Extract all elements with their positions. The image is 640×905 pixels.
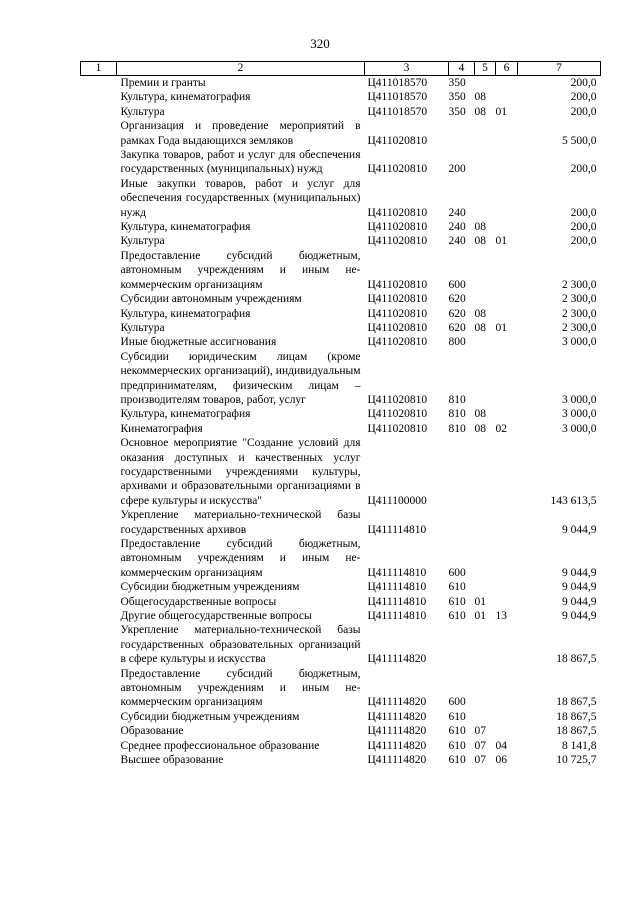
row-code: Ц411018570 xyxy=(367,77,428,89)
row-name: Закупка товаров, работ и услуг для обеспечения государственных (муниципальных) нужд xyxy=(120,149,361,176)
page-number: 320 xyxy=(310,36,330,51)
col1-cell xyxy=(81,76,117,91)
table-row xyxy=(81,177,601,220)
row-section: 08 xyxy=(474,91,486,104)
row-code: Ц411114810 xyxy=(367,581,427,594)
row-name: Общегосударственные вопросы xyxy=(120,595,277,608)
row-expense-type: 610 xyxy=(448,581,466,594)
row-code: Ц411018570 xyxy=(367,91,428,104)
row-section xyxy=(475,508,496,537)
row-section: 08 xyxy=(474,221,486,234)
row-subsection xyxy=(496,595,518,609)
row-expense-type xyxy=(449,623,475,666)
table-row xyxy=(81,508,601,537)
row-expense-type: 200 xyxy=(448,163,466,176)
row-subsection xyxy=(496,508,518,537)
table-row xyxy=(81,119,601,148)
row-code: Ц411020810 xyxy=(367,235,428,248)
row-code: Ц411114820 xyxy=(367,739,427,752)
row-subsection: 02 xyxy=(495,422,507,435)
row-code: Ц411114820 xyxy=(367,696,427,709)
row-name: Культура, кинематография xyxy=(120,91,251,104)
row-amount: 200,0 xyxy=(570,105,597,118)
col1-cell xyxy=(81,623,117,666)
row-name: Субсидии бюджетным учреждениям xyxy=(120,710,300,723)
col1-cell xyxy=(81,710,117,724)
row-code: Ц411114820 xyxy=(367,653,427,666)
row-name: Основное мероприятие "Создание условий для оказания доступных и качественных услуг государственными учреждениями культуры, архивами и образовательными организациями в сфере культуры и искусства" xyxy=(120,437,361,507)
row-name: Культура xyxy=(120,105,165,118)
row-code: Ц411018570 xyxy=(367,105,428,118)
row-section: 01 xyxy=(474,610,486,623)
row-code: Ц411114820 xyxy=(367,725,427,738)
row-expense-type xyxy=(449,436,475,508)
table-row xyxy=(81,321,601,335)
row-section: 08 xyxy=(474,321,486,334)
row-code: Ц411020810 xyxy=(367,293,428,306)
row-name: Премии и гранты xyxy=(120,77,206,89)
row-subsection: 01 xyxy=(495,105,507,118)
row-amount: 5 500,0 xyxy=(562,134,597,147)
row-section xyxy=(475,177,496,220)
row-section xyxy=(475,710,496,724)
row-section xyxy=(475,249,496,292)
table-row xyxy=(81,739,601,753)
row-code: Ц411020810 xyxy=(367,321,428,334)
row-expense-type: 620 xyxy=(448,293,466,306)
table-row xyxy=(81,724,601,738)
col1-cell xyxy=(81,753,117,767)
row-section xyxy=(475,623,496,666)
table-row xyxy=(81,422,601,436)
row-section: 08 xyxy=(474,235,486,248)
col1-cell xyxy=(81,407,117,421)
row-expense-type: 600 xyxy=(448,566,466,579)
row-code: Ц411100000 xyxy=(367,494,427,507)
row-section: 08 xyxy=(474,307,486,320)
row-amount: 18 867,5 xyxy=(556,653,597,666)
table-row xyxy=(81,234,601,248)
table-row xyxy=(81,350,601,408)
table-row xyxy=(81,580,601,594)
row-expense-type: 810 xyxy=(448,393,466,406)
table-body xyxy=(81,76,601,768)
row-code: Ц411114810 xyxy=(367,595,427,608)
col1-cell xyxy=(81,148,117,177)
table-row xyxy=(81,220,601,234)
row-amount: 18 867,5 xyxy=(556,696,597,709)
row-amount: 200,0 xyxy=(570,235,597,248)
row-name: Высшее образование xyxy=(120,754,224,767)
row-amount: 200,0 xyxy=(570,91,597,104)
row-subsection xyxy=(496,90,518,104)
row-code: Ц411020810 xyxy=(367,278,428,291)
row-expense-type: 610 xyxy=(448,595,466,608)
row-expense-type: 610 xyxy=(448,725,466,738)
column-header-3: 3 xyxy=(365,62,449,76)
row-subsection xyxy=(496,148,518,177)
col1-cell xyxy=(81,350,117,408)
row-name: Субсидии бюджетным учреждениям xyxy=(120,581,300,594)
row-code: Ц411114810 xyxy=(367,523,427,536)
table-row xyxy=(81,249,601,292)
row-name: Предоставление субсидий бюджетным, автономным учреждениям и иным некоммерческим организациям xyxy=(120,667,361,709)
row-code: Ц411020810 xyxy=(367,336,428,349)
column-number-row xyxy=(81,62,601,76)
row-expense-type: 610 xyxy=(448,710,466,723)
row-amount: 2 300,0 xyxy=(562,293,597,306)
row-name: Организация и проведение мероприятий в рамках Года выдающихся земляков xyxy=(120,120,361,147)
col1-cell xyxy=(81,119,117,148)
row-section xyxy=(475,292,496,306)
row-section xyxy=(475,580,496,594)
table-header xyxy=(81,62,601,76)
row-subsection xyxy=(496,119,518,148)
row-subsection xyxy=(496,710,518,724)
row-subsection: 06 xyxy=(495,754,507,767)
row-section xyxy=(475,335,496,349)
table-row xyxy=(81,609,601,623)
row-subsection: 13 xyxy=(495,610,507,623)
col1-cell xyxy=(81,220,117,234)
row-amount: 200,0 xyxy=(570,221,597,234)
col1-cell xyxy=(81,580,117,594)
row-amount: 9 044,9 xyxy=(562,566,597,579)
column-header-1: 1 xyxy=(81,62,117,76)
column-header-2: 2 xyxy=(117,62,365,76)
col1-cell xyxy=(81,307,117,321)
row-expense-type: 810 xyxy=(448,408,466,421)
row-expense-type: 810 xyxy=(448,422,466,435)
row-subsection xyxy=(496,335,518,349)
row-expense-type: 610 xyxy=(448,610,466,623)
row-subsection xyxy=(496,350,518,408)
table-row xyxy=(81,335,601,349)
row-section: 08 xyxy=(474,105,486,118)
row-code: Ц411020810 xyxy=(367,206,428,219)
col1-cell xyxy=(81,422,117,436)
row-section xyxy=(475,76,496,91)
table-row xyxy=(81,436,601,508)
row-code: Ц411020810 xyxy=(367,393,428,406)
row-amount: 18 867,5 xyxy=(556,725,597,738)
row-amount: 10 725,7 xyxy=(556,754,597,767)
column-header-5: 5 xyxy=(475,62,496,76)
col1-cell xyxy=(81,321,117,335)
col1-cell xyxy=(81,177,117,220)
table-row xyxy=(81,307,601,321)
row-code: Ц411020810 xyxy=(367,163,428,176)
col1-cell xyxy=(81,335,117,349)
col1-cell xyxy=(81,508,117,537)
row-name: Культура xyxy=(120,235,165,248)
row-name: Культура, кинематография xyxy=(120,221,251,234)
table-row xyxy=(81,537,601,580)
row-section: 07 xyxy=(474,739,486,752)
row-section xyxy=(475,667,496,710)
row-code: Ц411020810 xyxy=(367,221,428,234)
column-header-6: 6 xyxy=(496,62,518,76)
row-subsection: 01 xyxy=(495,321,507,334)
row-name: Предоставление субсидий бюджетным, автономным учреждениям и иным некоммерческим организациям xyxy=(120,538,361,579)
row-code: Ц411020810 xyxy=(367,422,428,435)
row-code: Ц411114810 xyxy=(367,566,427,579)
col1-cell xyxy=(81,90,117,104)
row-section xyxy=(475,436,496,508)
col1-cell xyxy=(81,724,117,738)
table-row xyxy=(81,105,601,119)
col1-cell xyxy=(81,105,117,119)
row-amount: 9 044,9 xyxy=(562,581,597,594)
row-name: Иные закупки товаров, работ и услуг для обеспечения государственных (муниципальных) нужд xyxy=(120,177,361,219)
row-subsection xyxy=(496,407,518,421)
row-subsection xyxy=(496,177,518,220)
row-amount: 2 300,0 xyxy=(562,278,597,291)
row-name: Иные бюджетные ассигнования xyxy=(120,336,277,349)
col1-cell xyxy=(81,249,117,292)
row-section: 01 xyxy=(474,595,486,608)
row-name: Субсидии автономным учреждениям xyxy=(120,293,302,306)
row-name: Образование xyxy=(120,725,184,738)
row-name: Субсидии юридическим лицам (кроме некоммерческих организаций), индивидуальным предпринимателям, физическим лицам – производителям товаров, работ, услуг xyxy=(120,350,361,406)
table-row xyxy=(81,407,601,421)
row-amount: 3 000,0 xyxy=(562,336,597,349)
table-row xyxy=(81,710,601,724)
table-row xyxy=(81,595,601,609)
row-name: Укрепление материально-технической базы государственных образовательных организаций в сфере культуры и искусства xyxy=(120,624,361,666)
row-amount: 2 300,0 xyxy=(562,307,597,320)
row-subsection xyxy=(496,292,518,306)
row-expense-type: 610 xyxy=(448,739,466,752)
row-subsection: 04 xyxy=(495,739,507,752)
row-section xyxy=(475,148,496,177)
row-amount: 3 000,0 xyxy=(562,422,597,435)
row-subsection xyxy=(496,623,518,666)
row-expense-type xyxy=(449,508,475,537)
row-code: Ц411020810 xyxy=(367,408,428,421)
table-row xyxy=(81,753,601,767)
row-expense-type: 350 xyxy=(448,105,466,118)
row-name: Культура, кинематография xyxy=(120,408,251,421)
row-subsection xyxy=(496,580,518,594)
row-amount: 2 300,0 xyxy=(562,321,597,334)
row-expense-type: 600 xyxy=(448,278,466,291)
row-amount: 18 867,5 xyxy=(556,710,597,723)
row-section xyxy=(475,350,496,408)
row-amount: 3 000,0 xyxy=(562,393,597,406)
row-amount: 143 613,5 xyxy=(550,494,597,507)
row-amount: 9 044,9 xyxy=(562,595,597,608)
table-row xyxy=(81,623,601,666)
col1-cell xyxy=(81,595,117,609)
row-expense-type: 240 xyxy=(448,221,466,234)
row-code: Ц411114820 xyxy=(367,710,427,723)
row-code: Ц411020810 xyxy=(367,134,428,147)
table-row xyxy=(81,90,601,104)
col1-cell xyxy=(81,537,117,580)
row-section: 07 xyxy=(474,725,486,738)
row-section xyxy=(475,537,496,580)
row-name: Другие общегосударственные вопросы xyxy=(120,610,312,623)
row-expense-type: 600 xyxy=(448,696,466,709)
col1-cell xyxy=(81,609,117,623)
row-expense-type: 240 xyxy=(448,206,466,219)
row-expense-type: 610 xyxy=(448,754,466,767)
row-section: 07 xyxy=(474,754,486,767)
row-amount: 9 044,9 xyxy=(562,523,597,536)
table-row xyxy=(81,148,601,177)
row-name: Укрепление материально-технической базы государственных архивов xyxy=(120,509,361,536)
row-section: 08 xyxy=(474,422,486,435)
row-name: Кинематография xyxy=(120,422,203,435)
row-expense-type: 800 xyxy=(448,336,466,349)
row-section xyxy=(475,119,496,148)
row-code: Ц411114820 xyxy=(367,754,427,767)
table-row xyxy=(81,292,601,306)
row-subsection xyxy=(496,667,518,710)
row-expense-type: 240 xyxy=(448,235,466,248)
row-section: 08 xyxy=(474,408,486,421)
row-amount: 200,0 xyxy=(570,206,597,219)
row-expense-type: 350 xyxy=(448,91,466,104)
row-code: Ц411114810 xyxy=(367,610,427,623)
row-name: Среднее профессиональное образование xyxy=(120,739,320,752)
row-name: Предоставление субсидий бюджетным, автономным учреждениям и иным некоммерческим организациям xyxy=(120,249,361,291)
column-header-4: 4 xyxy=(449,62,475,76)
table-row xyxy=(81,76,601,91)
row-subsection: 01 xyxy=(495,235,507,248)
col1-cell xyxy=(81,667,117,710)
row-expense-type: 620 xyxy=(448,307,466,320)
col1-cell xyxy=(81,292,117,306)
row-subsection xyxy=(496,537,518,580)
row-subsection xyxy=(496,249,518,292)
row-amount: 8 141,8 xyxy=(562,739,597,752)
row-subsection xyxy=(496,436,518,508)
row-code: Ц411020810 xyxy=(367,307,428,320)
col1-cell xyxy=(81,739,117,753)
row-amount: 200,0 xyxy=(570,77,597,89)
row-expense-type xyxy=(449,119,475,148)
column-header-7: 7 xyxy=(518,62,601,76)
row-expense-type: 620 xyxy=(448,321,466,334)
row-subsection xyxy=(496,220,518,234)
table-row xyxy=(81,667,601,710)
row-amount: 9 044,9 xyxy=(562,610,597,623)
col1-cell xyxy=(81,436,117,508)
budget-table xyxy=(80,61,601,768)
row-subsection xyxy=(496,724,518,738)
col1-cell xyxy=(81,234,117,248)
row-name: Культура, кинематография xyxy=(120,307,251,320)
row-amount: 3 000,0 xyxy=(562,408,597,421)
row-amount: 200,0 xyxy=(570,163,597,176)
row-name: Культура xyxy=(120,321,165,334)
row-subsection xyxy=(496,307,518,321)
row-expense-type: 350 xyxy=(448,77,466,89)
row-subsection xyxy=(496,76,518,91)
